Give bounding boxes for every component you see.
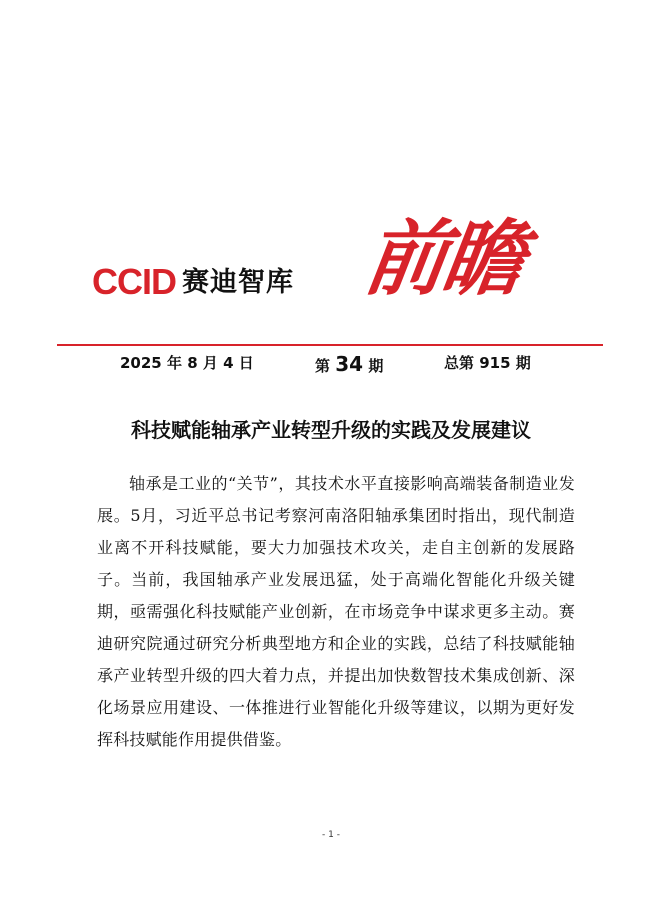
page-number: - 1 - xyxy=(322,830,340,840)
article-title: 科技赋能轴承产业转型升级的实践及发展建议 xyxy=(131,418,531,442)
logo-latin-text: CCID xyxy=(92,261,176,302)
issue-date: 2025 年 8 月 4 日 xyxy=(120,354,254,372)
issue-number-value: 34 xyxy=(335,352,364,376)
logo-chinese-text: 赛迪智库 xyxy=(182,266,294,298)
issue-total: 总第 915 期 xyxy=(444,354,531,372)
issue-prefix: 第 xyxy=(315,357,331,375)
issue-number xyxy=(315,352,383,376)
masthead xyxy=(0,0,662,340)
masthead-calligraphy-title: 前瞻 xyxy=(358,211,528,307)
article-paragraph: 轴承是工业的“关节”，其技术水平直接影响高端装备制造业发展。5月，习近平总书记考察河南洛阳轴承集团时指出，现代制造业离不开科技赋能，要大力加强技术攻关，走自主创新的发展路子。当前，我国轴承产业发展迅猛，处于高端化智能化升级关键期，亟需强化科技赋能产业创新，在市场竞争中谋求更多主动。赛迪研究院通过研究分析典型地方和企业的实践，总结了科技赋能轴承产业转型升级的四大着力点，并提出加快数智技术集成创新、深化场景应用建设、一体推进行业智能化升级等建议，以期为更好发挥科技赋能作用提供借鉴。 xyxy=(97,474,575,749)
issue-suffix: 期 xyxy=(368,357,384,375)
header-divider xyxy=(57,344,603,346)
ccid-logo xyxy=(92,262,294,302)
